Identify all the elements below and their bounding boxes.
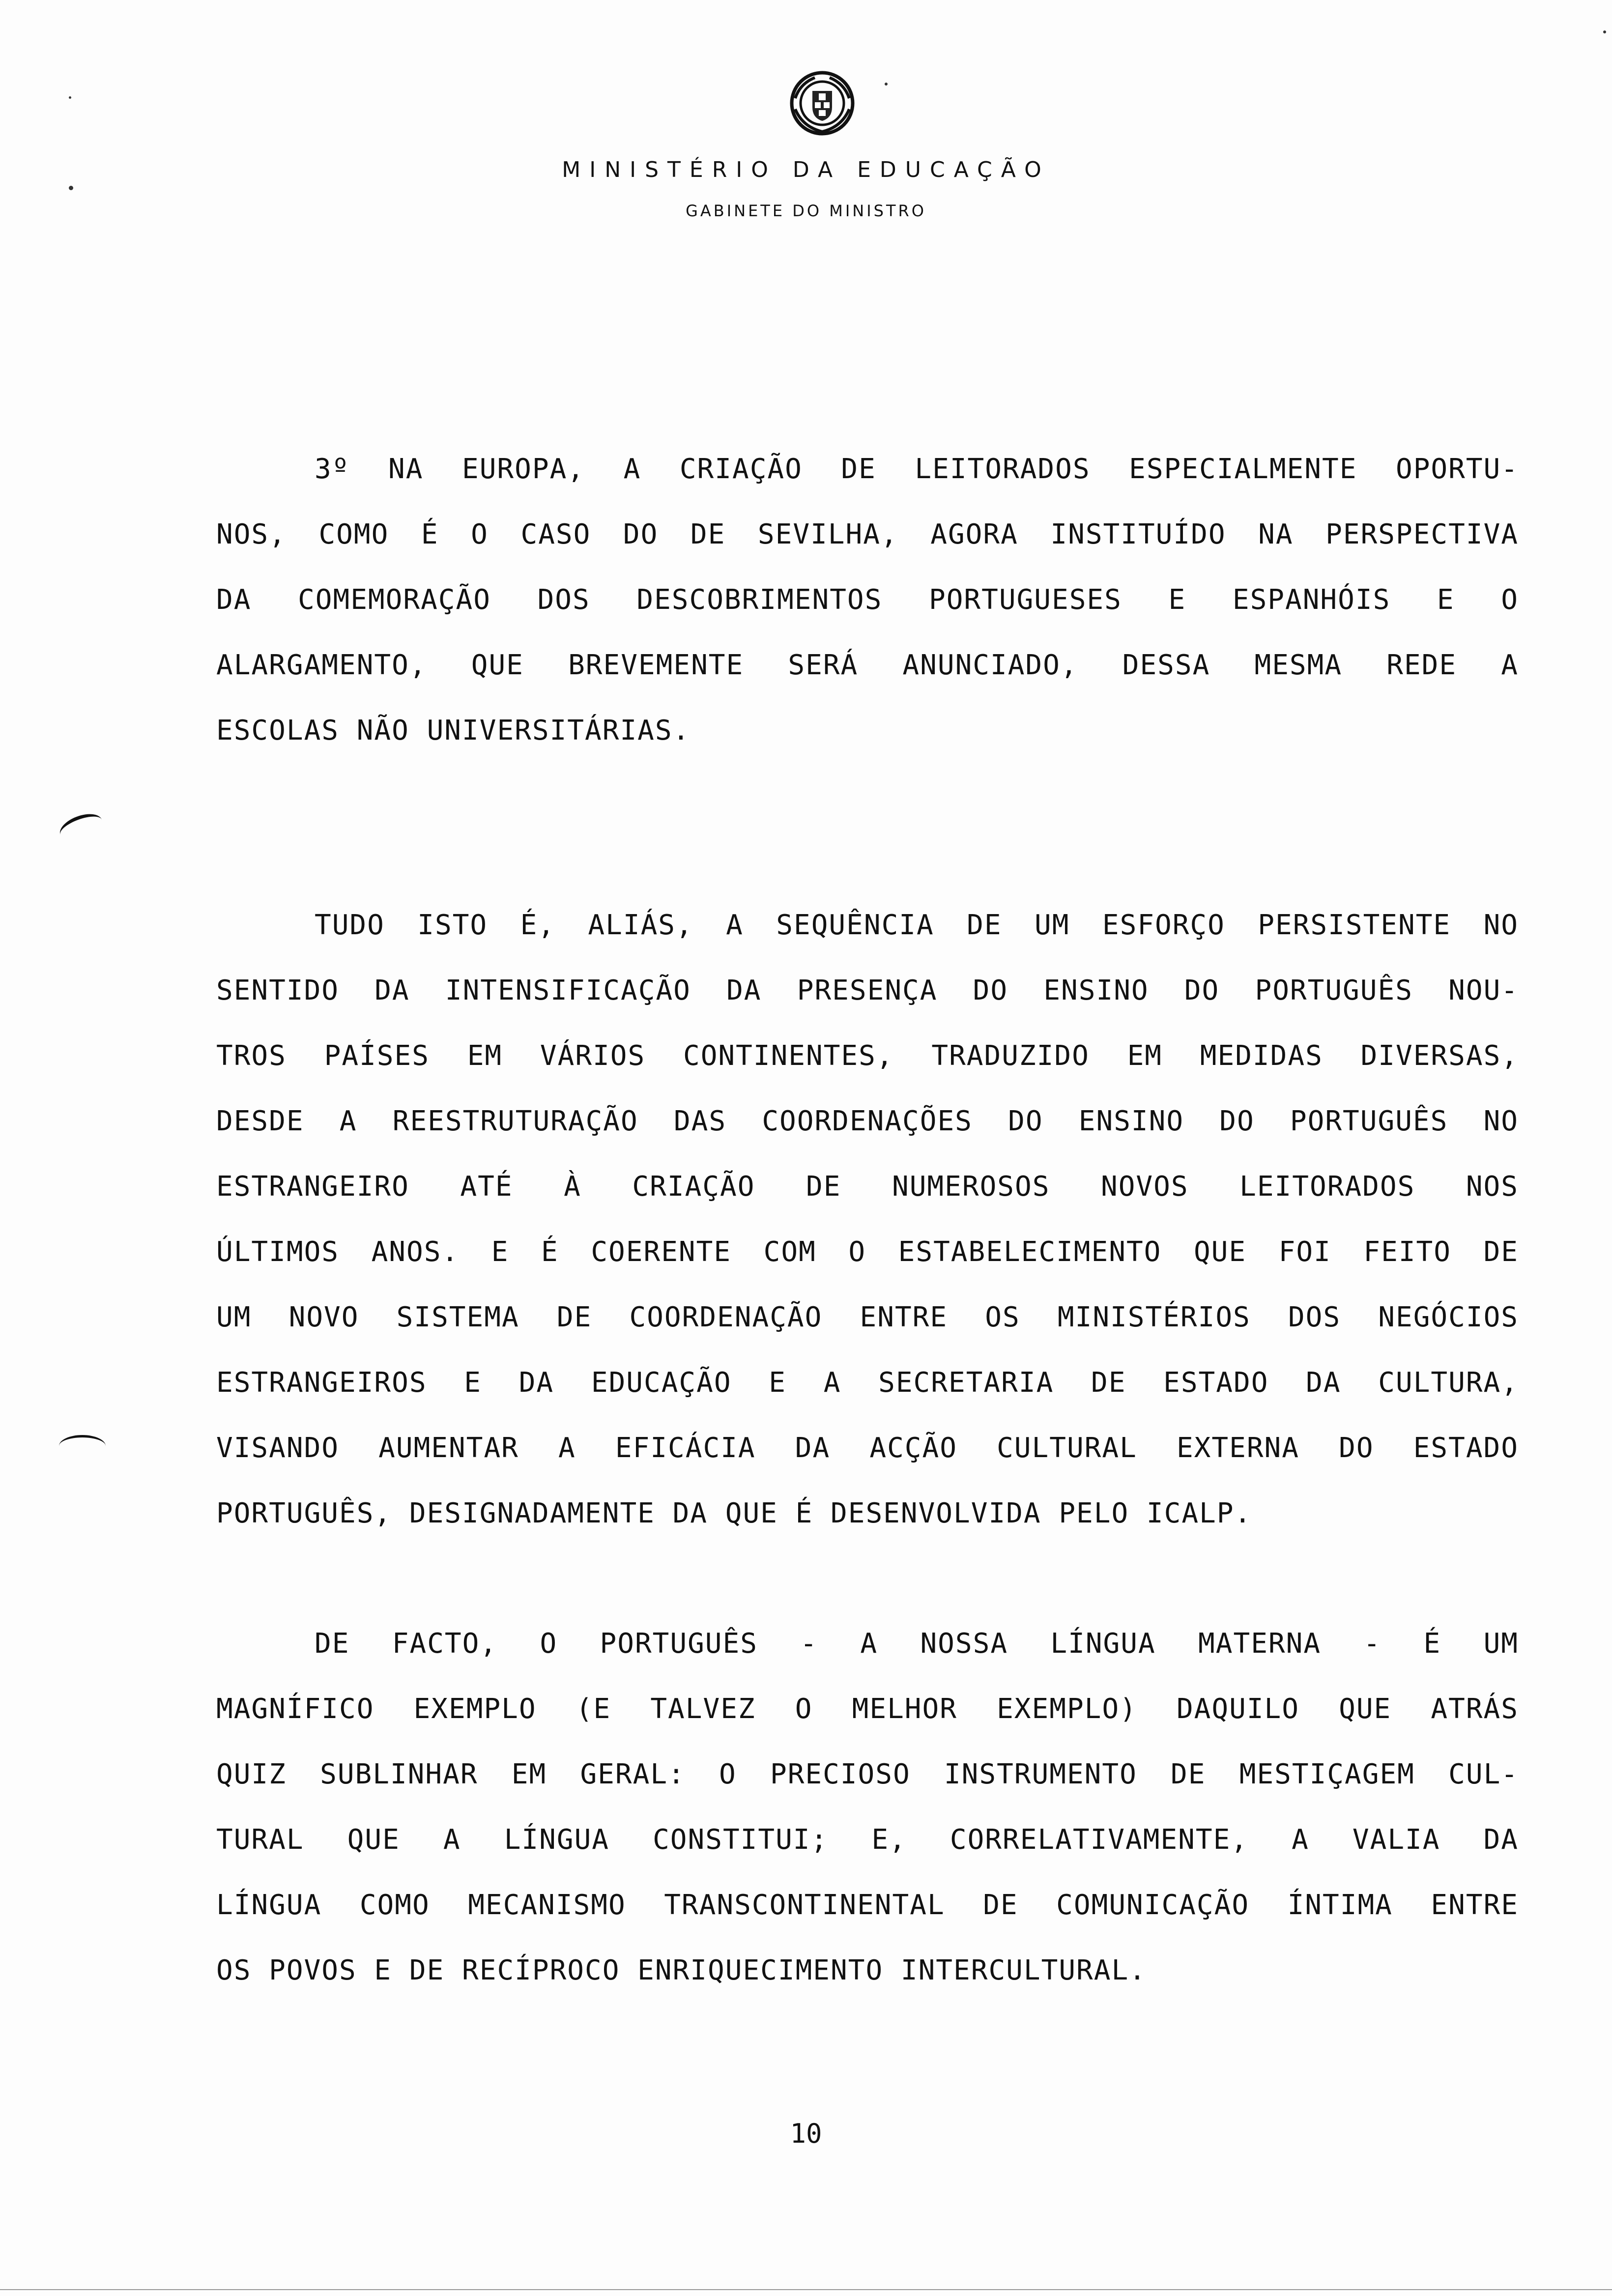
ministry-title: MINISTÉRIO DA EDUCAÇÃO	[562, 157, 1050, 182]
text-line: ESTRANGEIRO ATÉ À CRIAÇÃO DE NUMEROSOS NOVOS LEITORADOS NOS	[216, 1171, 1519, 1203]
text-line: 3º NA EUROPA, A CRIAÇÃO DE LEITORADOS ESPECIALMENTE OPORTU-	[315, 453, 1519, 485]
text-line: ALARGAMENTO, QUE BREVEMENTE SERÁ ANUNCIADO, DESSA MESMA REDE A	[216, 649, 1519, 681]
text-line: NOS, COMO É O CASO DO DE SEVILHA, AGORA INSTITUÍDO NA PERSPECTIVA	[216, 518, 1519, 550]
text-line: DE FACTO, O PORTUGUÊS - A NOSSA LÍNGUA MATERNA - É UM	[315, 1628, 1519, 1660]
text-line: MAGNÍFICO EXEMPLO (E TALVEZ O MELHOR EXEMPLO) DAQUILO QUE ATRÁS	[216, 1693, 1519, 1725]
text-line: UM NOVO SISTEMA DE COORDENAÇÃO ENTRE OS MINISTÉRIOS DOS NEGÓCIOS	[216, 1301, 1519, 1333]
portuguese-coat-of-arms-icon	[785, 69, 859, 138]
text-line: ESTRANGEIROS E DA EDUCAÇÃO E A SECRETARIA DE ESTADO DA CULTURA,	[216, 1367, 1519, 1399]
text-line: QUIZ SUBLINHAR EM GERAL: O PRECIOSO INSTRUMENTO DE MESTIÇAGEM CUL-	[216, 1758, 1519, 1790]
scan-edge-line	[0, 2289, 1612, 2290]
text-line: ESCOLAS NÃO UNIVERSITÁRIAS.	[216, 715, 691, 746]
text-line: TURAL QUE A LÍNGUA CONSTITUI; E, CORRELATIVAMENTE, A VALIA DA	[216, 1824, 1519, 1856]
text-line: PORTUGUÊS, DESIGNADAMENTE DA QUE É DESENVOLVIDA PELO ICALP.	[216, 1497, 1252, 1529]
text-line: DA COMEMORAÇÃO DOS DESCOBRIMENTOS PORTUGUESES E ESPANHÓIS E O	[216, 584, 1519, 616]
page-number: 10	[790, 2118, 822, 2149]
office-subtitle: GABINETE DO MINISTRO	[686, 201, 926, 220]
text-line: SENTIDO DA INTENSIFICAÇÃO DA PRESENÇA DO ENSINO DO PORTUGUÊS NOU-	[216, 975, 1519, 1006]
text-line: OS POVOS E DE RECÍPROCO ENRIQUECIMENTO INTERCULTURAL.	[216, 1954, 1147, 1986]
text-line: VISANDO AUMENTAR A EFICÁCIA DA ACÇÃO CULTURAL EXTERNA DO ESTADO	[216, 1432, 1519, 1464]
scan-speck	[885, 83, 888, 86]
text-line: DESDE A REESTRUTURAÇÃO DAS COORDENAÇÕES DO ENSINO DO PORTUGUÊS NO	[216, 1105, 1519, 1137]
binder-hole-mark	[57, 809, 106, 846]
binder-hole-mark	[59, 1435, 106, 1457]
text-line: LÍNGUA COMO MECANISMO TRANSCONTINENTAL DE COMUNICAÇÃO ÍNTIMA ENTRE	[216, 1889, 1519, 1921]
text-line: TUDO ISTO É, ALIÁS, A SEQUÊNCIA DE UM ESFORÇO PERSISTENTE NO	[315, 909, 1519, 941]
scan-speck	[1603, 30, 1606, 33]
scan-speck	[69, 186, 73, 190]
scan-speck	[69, 96, 71, 99]
text-line: TROS PAÍSES EM VÁRIOS CONTINENTES, TRADUZIDO EM MEDIDAS DIVERSAS,	[216, 1040, 1519, 1072]
text-line: ÚLTIMOS ANOS. E É COERENTE COM O ESTABELECIMENTO QUE FOI FEITO DE	[216, 1236, 1519, 1268]
